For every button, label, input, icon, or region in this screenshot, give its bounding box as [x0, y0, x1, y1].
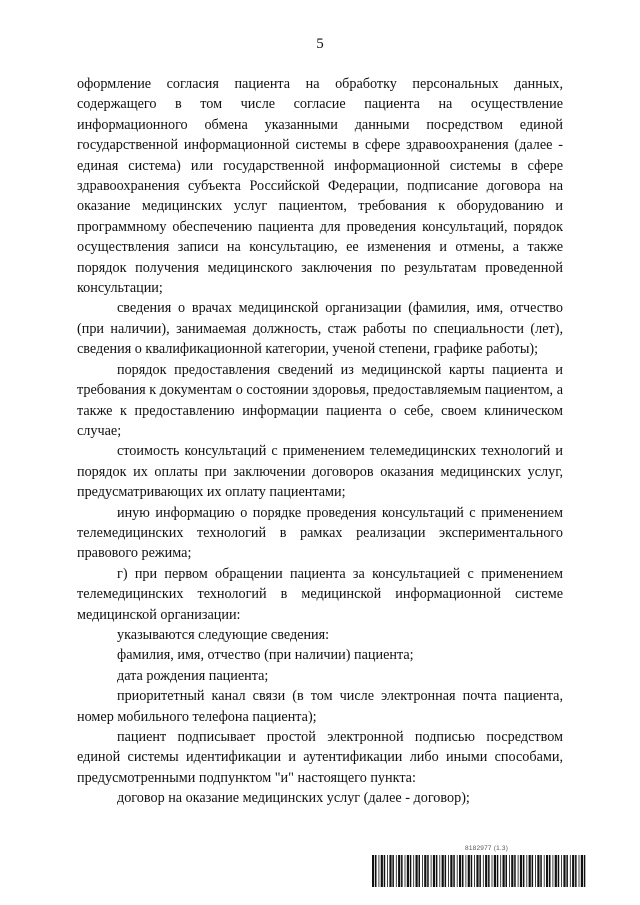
paragraph: дата рождения пациента;	[117, 667, 269, 684]
paragraph: приоритетный канал связи (в том числе электронная почта пациента, номер мобильного телефона пациента);	[77, 688, 563, 725]
paragraph: указываются следующие сведения:	[117, 626, 330, 643]
paragraph: г) при первом обращении пациента за консультацией с применением телемедицинских технологий в медицинской информационной системе медицинской организации:	[77, 565, 563, 623]
document-body	[77, 74, 563, 809]
paragraph: стоимость консультаций с применением телемедицинских технологий и порядок их оплаты при заключении договоров оказания медицинских услуг, предусматривающих их оплату пациентами;	[77, 443, 563, 501]
barcode-image	[372, 855, 588, 887]
paragraph: порядок предоставления сведений из медицинской карты пациента и требования к документам о состоянии здоровья, предоставляемым пациентом, а также к предоставлению информации пациента о себе, своем клиническом случае;	[77, 361, 563, 439]
paragraph: фамилия, имя, отчество (при наличии) пациента;	[117, 647, 414, 664]
page-footer	[372, 843, 588, 889]
page-number: 5	[316, 36, 324, 52]
paragraph: пациент подписывает простой электронной подписью посредством единой системы идентификации и аутентификации либо иными способами, предусмотренными подпунктом "и" настоящего пункта:	[77, 729, 563, 786]
paragraph: оформление согласия пациента на обработку персональных данных, содержащего в том числе согласие пациента на осуществление информационного обмена указанными данными посредством единой государственной информационной системы в сфере здравоохранения (далее - единая система) или государственной информационной системы в сфере здравоохранения субъекта Российской Федерации, подписание договора на оказание медицинских услуг пациентом, требования к оборудованию и программному обеспечению пациента для проведения консультаций, порядок осуществления записи на консультацию, ее изменения и отмены, а также порядок получения медицинского заключения по результатам проведенной консультации;	[77, 76, 563, 297]
paragraph: договор на оказание медицинских услуг (далее - договор);	[117, 790, 470, 807]
document-code: 8182977 (1.3)	[465, 845, 509, 852]
paragraph: сведения о врачах медицинской организации (фамилия, имя, отчество (при наличии), занимаемая должность, стаж работы по специальности (лет), сведения о квалификационной категории, ученой степени, графике работы);	[77, 300, 563, 358]
paragraph: иную информацию о порядке проведения консультаций с применением телемедицинских технологий в рамках реализации экспериментального правового режима;	[77, 504, 563, 562]
